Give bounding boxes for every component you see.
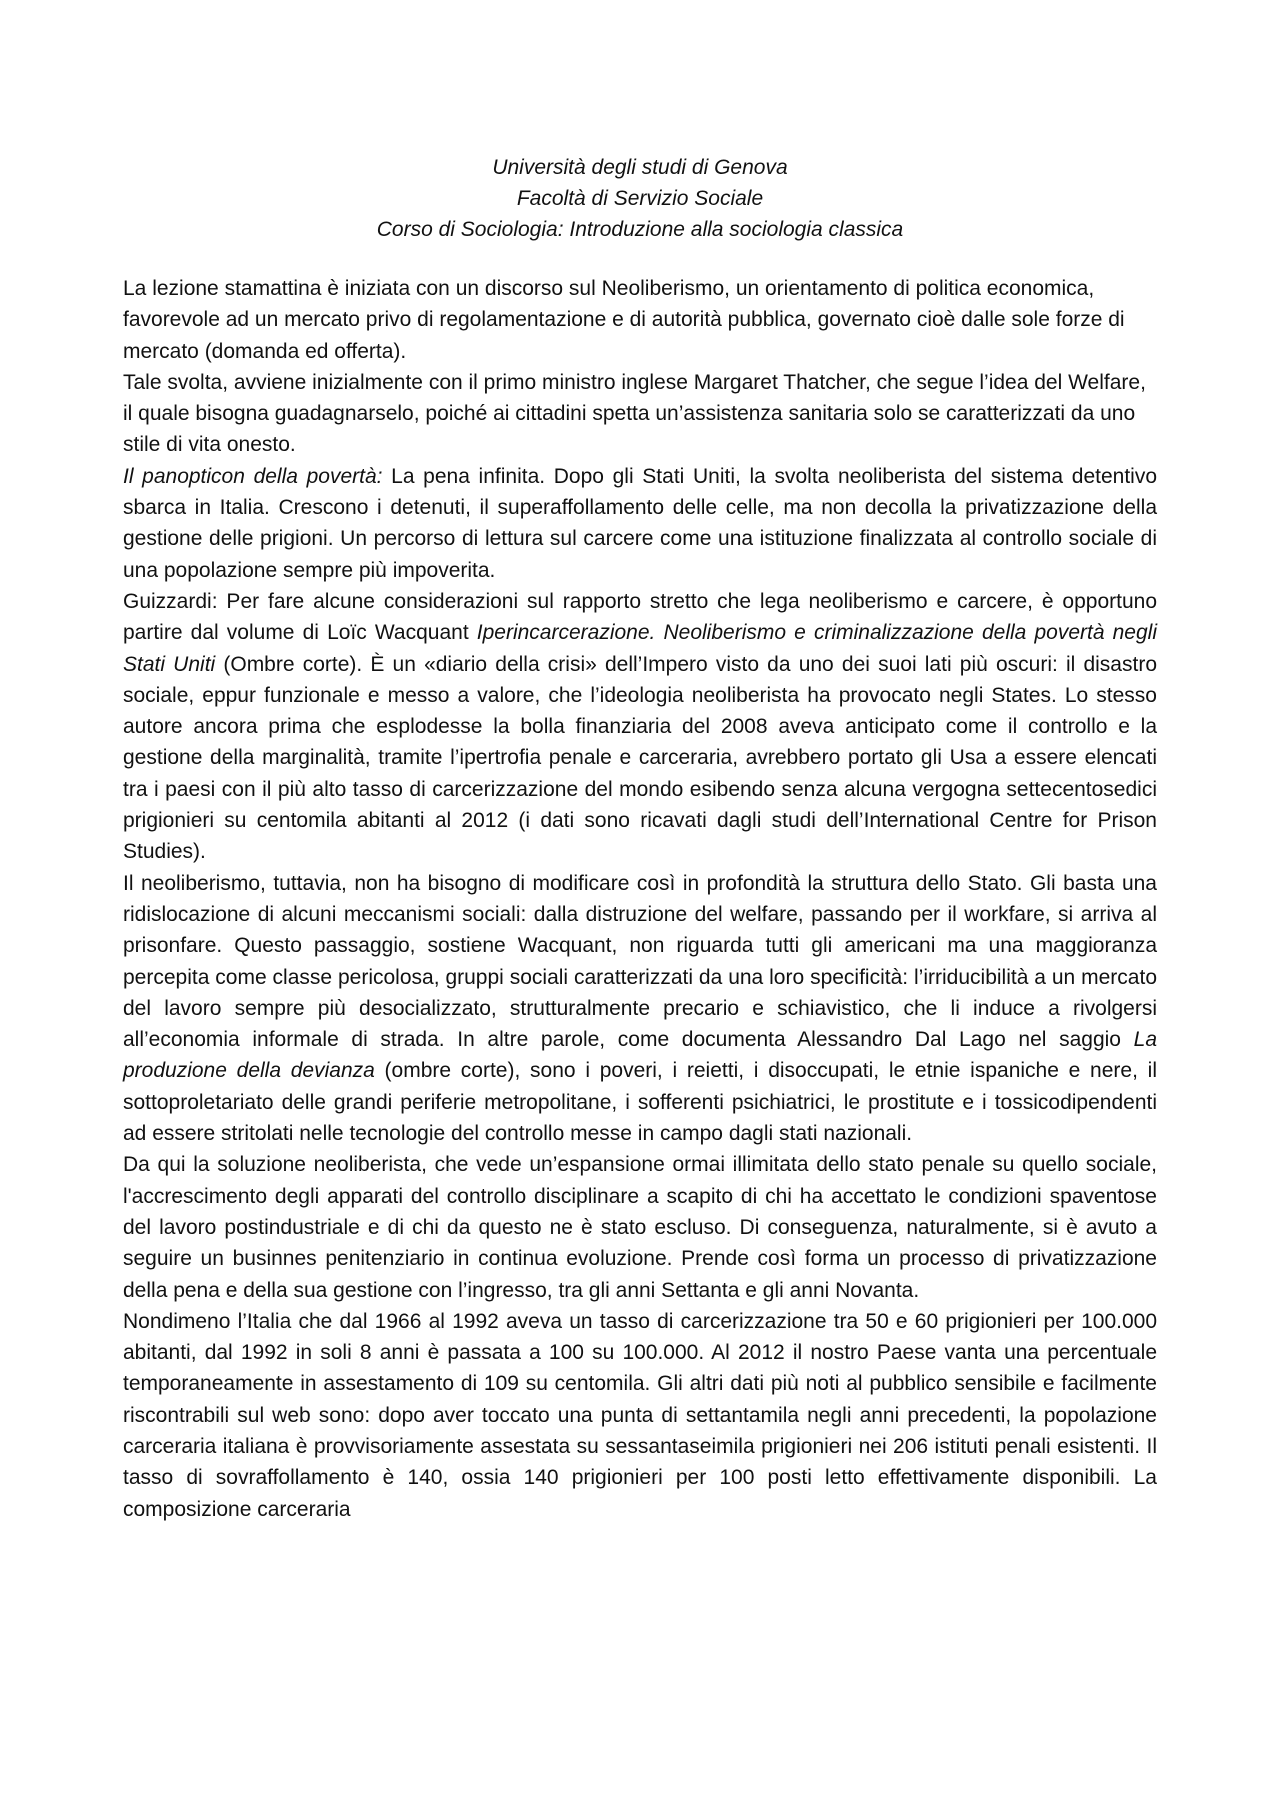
book-title-iperincarcerazione: Iperincarcerazione. Neoliberismo e criminalizzazione della povertà negli Stati Uniti xyxy=(123,621,1157,676)
paragraph-neoliberism-intro: La lezione stamattina è iniziata con un discorso sul Neoliberismo, un orientamento di politica economica, favorevole ad un mercato privo di regolamentazione e di autorità pubblica, governato cioè dalle sole forze di mercato (domanda ed offerta). xyxy=(123,277,1125,363)
course-title: Corso di Sociologia: Introduzione alla sociologia classica xyxy=(376,218,904,241)
panopticon-text: La pena infinita. Dopo gli Stati Uniti, la svolta neoliberista del sistema detentivo sbarca in Italia. Crescono i detenuti, il superaffollamento delle celle, ma non decolla la privatizzazione della gestione delle prigioni. Un percorso di lettura sul carcere come una istituzione finalizzata al controllo sociale di una popolazione sempre più impoverita. xyxy=(123,464,1158,582)
paragraph-italy-statistics: Nondimeno l’Italia che dal 1966 al 1992 aveva un tasso di carcerizzazione tra 50 e 60 prigionieri per 100.000 abitanti, dal 1992 in soli 8 anni è passata a 100 su 100.000. Al 2012 il nostro Paese vanta una percentuale temporaneamente in assestamento di 109 su centomila. Gli altri dati più noti al pubblico sensibile e facilmente riscontrabili sul web sono: dopo aver toccato una punta di settantamila negli anni precedenti, la popolazione carceraria italiana è provvisoriamente assestata su sessantaseimila prigionieri nei 206 istituti penali esistenti. Il tasso di sovraffollamento è 140, ossia 140 prigionieri per 100 posti letto effettivamente disponibili. La composizione carceraria xyxy=(123,1309,1157,1521)
book-title-devianza: La produzione della devianza xyxy=(123,1028,1157,1083)
guizzardi-text-b: (Ombre corte). È un «diario della crisi» dell’Impero visto da uno dei suoi lati più oscuri: il disastro sociale, eppur funzionale e messo a valore, che l’ideologia neoliberista ha provocato negli States. Lo stesso autore ancora prima che esplodesse la bolla finanziaria del 2008 aveva anticipato come il controllo e la gestione della marginalità, tramite l’ipertrofia penale e carceraria, avrebbero portato gli Usa a essere elencati tra i paesi con il più alto tasso di carcerizzazione del mondo esibendo senza alcuna vergogna settecentosedici prigionieri su centomila abitanti al 2012 (i dati sono ricavati dagli studi dell’International Centre for Prison Studies). xyxy=(123,652,1157,864)
document-page xyxy=(123,152,1157,1525)
document-header xyxy=(123,152,1157,245)
panopticon-title: Il panopticon della povertà: xyxy=(123,464,383,488)
faculty-name: Facoltà di Servizio Sociale xyxy=(516,187,764,210)
paragraph-prisonfare xyxy=(123,868,1157,1150)
paragraph-panopticon xyxy=(123,461,1157,586)
prisonfare-text-a: Il neoliberismo, tuttavia, non ha bisogno di modificare così in profondità la struttura dello Stato. Gli basta una ridislocazione di alcuni meccanismi sociali: dalla distruzione del welfare, passando per il workfare, si arriva al prisonfare. Questo passaggio, sostiene Wacquant, non riguarda tutti gli americani ma una maggioranza percepita come classe pericolosa, gruppi sociali caratterizzati da una loro specificità: l’irriducibilità a un mercato del lavoro sempre più desocializzato, strutturalmente precario e schiavistico, che li induce a rivolgersi all’economia informale di strada. In altre parole, come documenta Alessandro Dal Lago nel saggio xyxy=(123,871,1157,1052)
prisonfare-text-b: (ombre corte), sono i poveri, i reietti, i disoccupati, le etnie ispaniche e nere, il sottoproletariato delle grandi periferie metropolitane, i sofferenti psichiatrici, le prostitute e i tossicodipendenti ad essere stritolati nelle tecnologie del controllo messe in campo dagli stati nazionali. xyxy=(123,1059,1157,1146)
guizzardi-text-a: Guizzardi: Per fare alcune considerazioni sul rapporto stretto che lega neoliberismo e carcere, è opportuno partire dal volume di Loïc Wacquant xyxy=(123,589,1157,645)
paragraph-neoliberal-solution: Da qui la soluzione neoliberista, che vede un’espansione ormai illimitata dello stato penale su quello sociale, l'accrescimento degli apparati del controllo disciplinare a scapito di chi ha accettato le condizioni spaventose del lavoro postindustriale e di chi da questo ne è stato escluso. Di conseguenza, naturalmente, si è avuto a seguire un businnes penitenziario in continua evoluzione. Prende così forma un processo di privatizzazione della pena e della sua gestione con l’ingresso, tra gli anni Settanta e gli anni Novanta. xyxy=(123,1153,1157,1302)
university-name: Università degli studi di Genova xyxy=(492,156,788,179)
paragraph-guizzardi xyxy=(123,586,1157,868)
paragraph-thatcher: Tale svolta, avviene inizialmente con il primo ministro inglese Margaret Thatcher, che segue l’idea del Welfare, il quale bisogna guadagnarselo, poiché ai cittadini spetta un’assistenza sanitaria solo se caratterizzati da uno stile di vita onesto. xyxy=(123,370,1146,457)
